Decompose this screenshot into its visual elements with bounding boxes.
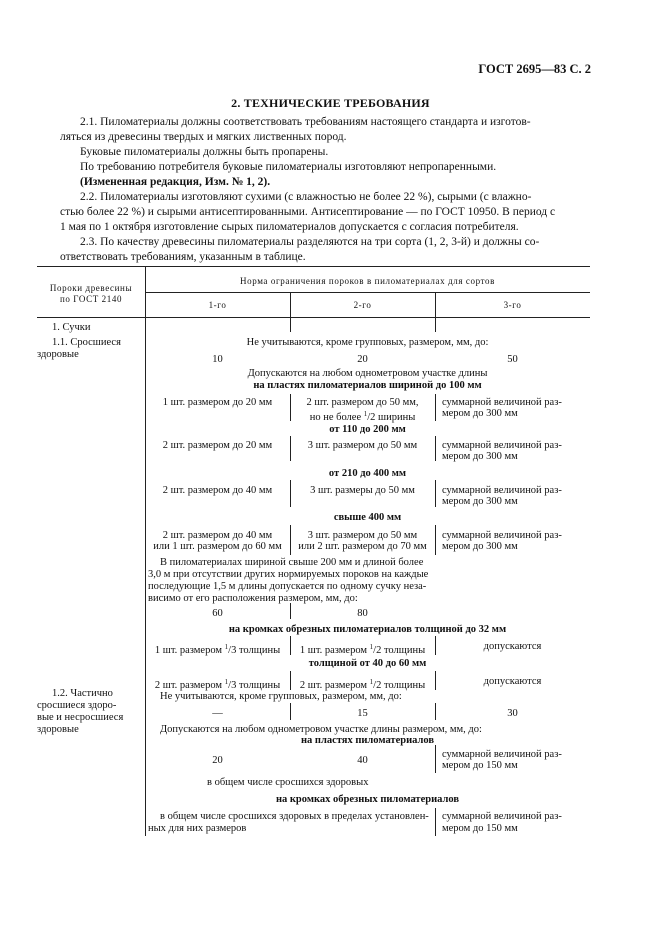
row3-grade-3-line-2: мером до 300 мм [442,408,518,419]
row9-grade-2-line-1: 3 шт. размером до 50 мм [307,530,418,541]
row7-grade-3-line-1: суммарной величиной раз- [442,485,562,496]
paragraph-2-3-line-1: 2.3. По качеству древесины пиломатериалы разделяются на три сорта (1, 2, 3-й) и должны со- [80,236,540,248]
col-sep-10 [435,525,436,555]
row13-span: толщиной от 40 до 60 мм [308,658,427,669]
row7-grade-1: 2 шт. размером до 40 мм [162,485,273,496]
row19-span: на кромках обрезных пиломатериалов [275,794,460,805]
table-top-rule [37,266,590,267]
row9-grade-3-line-1: суммарной величиной раз- [442,530,562,541]
defect-1-2-line-2: сросшиеся здоро- [37,700,117,711]
row12-grade-3: допускаются [483,641,542,652]
row10-line-2: 3,0 м при отсутствии других нормируемых пороков на каждые [148,569,429,580]
paragraph-2-2-line-3: 1 мая по 1 октября изготовление сырых пиломатериалов допускается с согласия потребителя. [60,221,519,233]
row8-span: свыше 400 мм [333,512,402,523]
row10-line-4: висимо от его расположения размером, мм, до: [148,593,358,604]
row16-span-line-2: на пластях пиломатериалов [300,735,435,746]
paragraph-2-1-line-3: Буковые пиломатериалы должны быть пропарены. [80,146,329,158]
paragraph-2-2-line-1: 2.2. Пиломатериалы изготовляют сухими (с влажностью не более 22 %), сырыми (с влажно- [80,191,532,203]
row20-grade-3-line-2: мером до 150 мм [442,823,518,834]
row1-grade-2: 20 [357,354,368,365]
defect-1-2-line-1: 1.2. Частично [52,688,113,699]
row18-span: в общем числе сросшихся здоровых [207,777,369,788]
row6-span: от 210 до 400 мм [328,468,407,479]
col-header-grade-3: 3-го [503,300,522,310]
amendment-note: (Измененная редакция, Изм. № 1, 2). [80,176,271,188]
row15-span: Не учитываются, кроме групповых, размером, мм, до: [160,691,402,702]
col-sep-6 [435,436,436,461]
col-header-defects [37,283,145,305]
row17-grade-2: 40 [357,755,368,766]
row1-grade-1: 10 [212,354,223,365]
paragraph-2-3-line-2: ответствовать требованиям, указанным в таблице. [60,251,306,263]
row15-grade-2: 15 [357,708,368,719]
row1-span: Не учитываются, кроме групповых, размером, мм, до: [246,337,489,348]
paragraph-2-1-line-2: ляться из древесины твердых и мягких лиственных пород. [60,131,347,143]
row9-grade-3-line-2: мером до 300 мм [442,541,518,552]
row10-grade-1: 60 [212,608,223,619]
col-sep-18 [435,745,436,773]
row14-grade-1-fraction-num: 1 [224,678,229,686]
row16-span-line-1: Допускаются на любом однометровом участке длины размером, мм, до: [160,724,482,735]
row5-grade-3-line-2: мером до 300 мм [442,451,518,462]
row12-grade-1-text: 1 шт. размером [154,645,225,656]
row7-grade-2: 3 шт. размеры до 50 мм [310,485,415,496]
defect-knots: 1. Сучки [52,322,91,333]
row14-grade-2-fraction-num: 1 [369,678,374,686]
row10-grade-2: 80 [357,608,368,619]
row14-grade-1-text: 2 шт. размером [154,680,225,691]
defect-1-1-line-1: 1.1. Сросшиеся [52,337,121,348]
row12-grade-2-fraction-den: /2 толщины [373,645,426,656]
row15-grade-3: 30 [507,708,518,719]
row3-grade-2-fraction-num: 1 [363,410,368,418]
row5-grade-1: 2 шт. размером до 20 мм [162,440,273,451]
row14-grade-2-fraction-den: /2 толщины [373,680,426,691]
row7-grade-3-line-2: мером до 300 мм [442,496,518,507]
row17-grade-3-line-2: мером до 150 мм [442,760,518,771]
row15-grade-1: — [212,708,223,719]
col-header-grade-2: 2-го [353,300,372,310]
page-header: ГОСТ 2695—83 С. 2 [478,62,591,76]
row17-grade-1: 20 [212,755,223,766]
row20-grade-3-line-1: суммарной величиной раз- [442,811,562,822]
row3-grade-1: 1 шт. размером до 20 мм [162,397,273,408]
row14-grade-1-fraction-den: /3 толщины [228,680,281,691]
row1-grade-3: 50 [507,354,518,365]
row10-line-1: В пиломатериалах шириной свыше 200 мм и длиной более [160,557,424,568]
row14-grade-3: допускаются [483,676,542,687]
paragraph-2-1-line-1: 2.1. Пиломатериалы должны соответствовать требованиям настоящего стандарта и изготов- [80,116,531,128]
row9-grade-2-line-2: или 2 шт. размером до 70 мм [298,541,427,552]
row3-grade-3-line-1: суммарной величиной раз- [442,397,562,408]
row5-grade-2: 3 шт. размером до 50 мм [307,440,418,451]
row4-span: от 110 до 200 мм [329,424,406,435]
row20-line-2: ных для них размеров [148,823,247,834]
section-title: 2. ТЕХНИЧЕСКИЕ ТРЕБОВАНИЯ [231,96,430,110]
row2-span-line-1: Допускаются на любом однометровом участке длины [247,368,488,379]
row17-grade-3-line-1: суммарной величиной раз- [442,749,562,760]
row3-grade-2-text: но не более [309,412,364,423]
row20-line-1: в общем числе сросшихся здоровых в пределах установлен- [160,811,429,822]
table-body-rule [37,317,590,318]
row3-grade-2-line-2 [290,408,435,425]
row12-grade-1-fraction-num: 1 [224,643,229,651]
paragraph-2-1-line-4: По требованию потребителя буковые пиломатериалы изготовляют непропаренными. [80,161,497,173]
row11-span: на кромках обрезных пиломатериалов толщиной до 32 мм [228,624,507,635]
col-header-grade-1: 1-го [208,300,227,310]
row12-grade-2-fraction-num: 1 [369,643,374,651]
row14-grade-2-text: 2 шт. размером [299,680,370,691]
row3-grade-2-fraction-den: /2 ширины [367,412,416,423]
table-header-rule [145,292,590,293]
row9-grade-1-line-1: 2 шт. размером до 40 мм [162,530,273,541]
paragraph-2-2-line-2: стью более 22 %) и сырыми антисептированными. Антисептирование — по ГОСТ 10950. В период с [60,206,556,218]
col-header-norm: Норма ограничения пороков в пиломатериалах для сортов [240,276,495,286]
defect-1-1-line-2: здоровые [37,349,79,360]
row3-grade-2-line-1: 2 шт. размером до 50 мм, [306,397,419,408]
row5-grade-3-line-1: суммарной величиной раз- [442,440,562,451]
row12-grade-2-text: 1 шт. размером [299,645,370,656]
row10-line-3: последующие 1,5 м длины допускается по одному сучку неза- [148,581,427,592]
row9-grade-1-line-2: или 1 шт. размером до 60 мм [153,541,282,552]
row12-grade-2 [290,641,435,658]
defect-1-2-line-4: здоровые [37,724,79,735]
row2-span-line-2: на пластях пиломатериалов шириной до 100 мм [253,380,482,391]
col-header-defects-line-1: Пороки древесины [49,283,133,293]
col-header-defects-line-2: по ГОСТ 2140 [59,294,123,304]
col-sep-8 [435,480,436,507]
col-sep-19 [435,808,436,836]
row12-grade-1-fraction-den: /3 толщины [228,645,281,656]
defect-1-2-line-3: вые и несросшиеся [37,712,124,723]
col-sep-4 [435,394,436,421]
row12-grade-1 [145,641,290,658]
